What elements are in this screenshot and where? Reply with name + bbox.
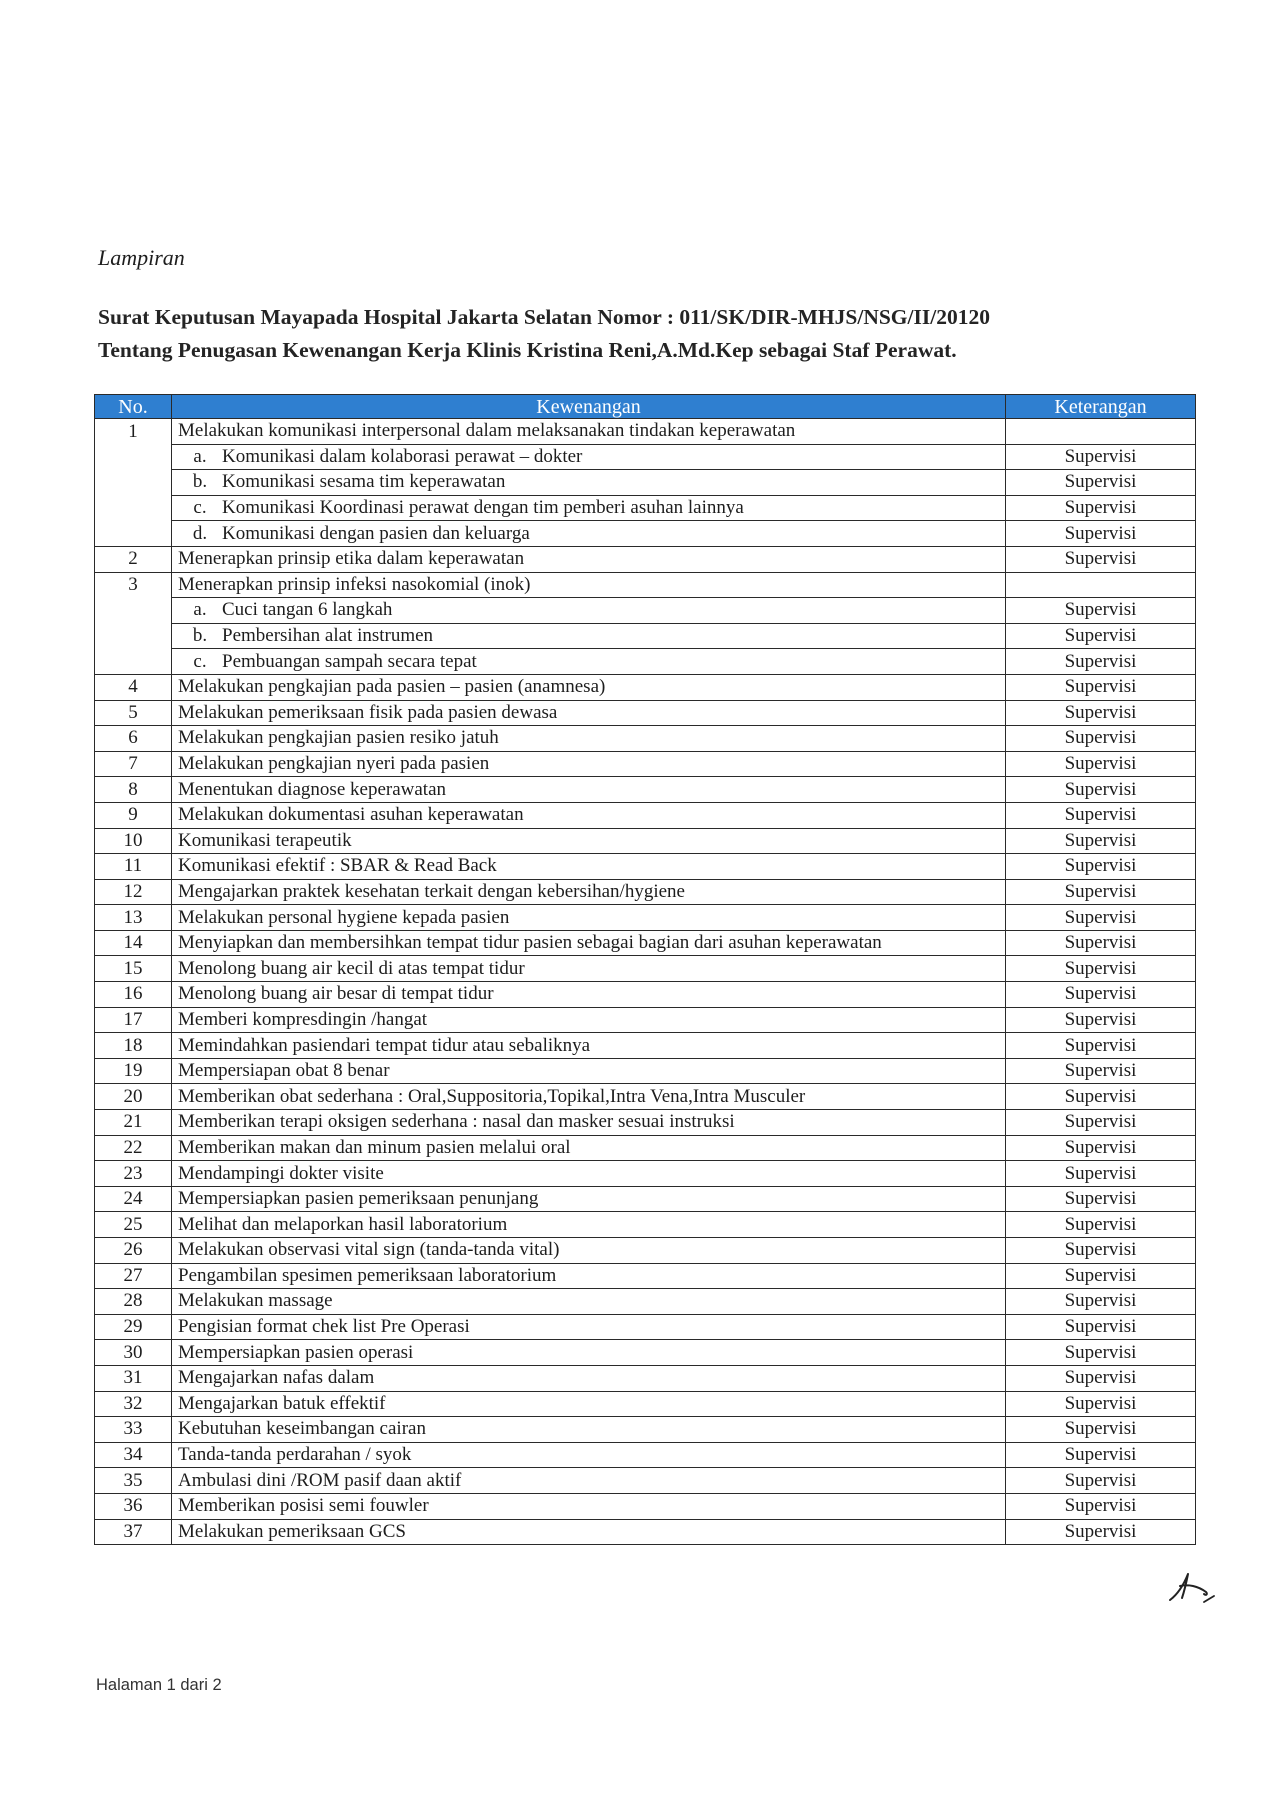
row-number: 5 xyxy=(95,700,172,726)
row-keterangan: Supervisi xyxy=(1006,930,1196,956)
row-kewenangan: Menyiapkan dan membersihkan tempat tidur pasien sebagai bagian dari asuhan keperawatan xyxy=(172,930,1006,956)
table-row xyxy=(95,700,1196,726)
row-keterangan: Supervisi xyxy=(1006,1238,1196,1264)
row-kewenangan: Melakukan dokumentasi asuhan keperawatan xyxy=(172,802,1006,828)
sub-item-letter: c. xyxy=(193,497,207,519)
table-row xyxy=(95,546,1196,572)
table-row xyxy=(95,828,1196,854)
row-keterangan: Supervisi xyxy=(1006,1417,1196,1443)
document-heading xyxy=(98,301,1198,367)
row-kewenangan: Menolong buang air kecil di atas tempat tidur xyxy=(172,956,1006,982)
row-keterangan: Supervisi xyxy=(1006,623,1196,649)
row-keterangan: Supervisi xyxy=(1006,1391,1196,1417)
table-row xyxy=(95,1007,1196,1033)
table-row xyxy=(95,1084,1196,1110)
row-keterangan: Supervisi xyxy=(1006,777,1196,803)
table-header-row xyxy=(95,395,1196,419)
row-kewenangan: Tanda-tanda perdarahan / syok xyxy=(172,1442,1006,1468)
row-keterangan: Supervisi xyxy=(1006,1110,1196,1136)
row-keterangan: Supervisi xyxy=(1006,828,1196,854)
table-row xyxy=(95,674,1196,700)
row-number: 30 xyxy=(95,1340,172,1366)
row-number: 12 xyxy=(95,879,172,905)
sub-item-text: Pembersihan alat instrumen xyxy=(222,625,434,647)
table-row xyxy=(95,726,1196,752)
row-number: 8 xyxy=(95,777,172,803)
row-kewenangan: Memberikan posisi semi fouwler xyxy=(172,1493,1006,1519)
table-row xyxy=(95,1314,1196,1340)
row-number xyxy=(95,495,172,521)
row-kewenangan xyxy=(172,623,1006,649)
table-row xyxy=(95,1391,1196,1417)
row-kewenangan: Mendampingi dokter visite xyxy=(172,1161,1006,1187)
row-kewenangan: Memberikan obat sederhana : Oral,Suppositoria,Topikal,Intra Vena,Intra Musculer xyxy=(172,1084,1006,1110)
row-keterangan: Supervisi xyxy=(1006,700,1196,726)
row-number: 31 xyxy=(95,1365,172,1391)
authority-table xyxy=(94,394,1196,1545)
row-kewenangan: Mempersiapan obat 8 benar xyxy=(172,1058,1006,1084)
table-row xyxy=(95,1519,1196,1545)
row-number: 17 xyxy=(95,1007,172,1033)
row-number: 10 xyxy=(95,828,172,854)
row-number xyxy=(95,598,172,624)
sub-item-text: Komunikasi dalam kolaborasi perawat – dokter xyxy=(222,445,583,467)
sub-item-letter: c. xyxy=(193,650,207,672)
row-keterangan: Supervisi xyxy=(1006,905,1196,931)
row-kewenangan: Ambulasi dini /ROM pasif daan aktif xyxy=(172,1468,1006,1494)
row-keterangan: Supervisi xyxy=(1006,1263,1196,1289)
row-number: 26 xyxy=(95,1238,172,1264)
table-row xyxy=(95,956,1196,982)
table-row xyxy=(95,930,1196,956)
row-kewenangan: Melakukan pemeriksaan GCS xyxy=(172,1519,1006,1545)
table-subrow xyxy=(95,649,1196,675)
table-row xyxy=(95,572,1196,598)
row-kewenangan: Menolong buang air besar di tempat tidur xyxy=(172,982,1006,1008)
table-row xyxy=(95,1238,1196,1264)
table-row xyxy=(95,1212,1196,1238)
row-kewenangan xyxy=(172,598,1006,624)
row-kewenangan: Memberikan makan dan minum pasien melalui oral xyxy=(172,1135,1006,1161)
row-kewenangan: Melakukan observasi vital sign (tanda-tanda vital) xyxy=(172,1238,1006,1264)
row-kewenangan: Memindahkan pasiendari tempat tidur atau sebaliknya xyxy=(172,1033,1006,1059)
table-row xyxy=(95,751,1196,777)
row-kewenangan: Melakukan pemeriksaan fisik pada pasien dewasa xyxy=(172,700,1006,726)
row-number: 20 xyxy=(95,1084,172,1110)
row-number: 1 xyxy=(95,419,172,445)
table-row xyxy=(95,1135,1196,1161)
row-keterangan: Supervisi xyxy=(1006,495,1196,521)
table-subrow xyxy=(95,495,1196,521)
table-row xyxy=(95,1442,1196,1468)
table-row xyxy=(95,1468,1196,1494)
row-number: 2 xyxy=(95,546,172,572)
row-kewenangan: Komunikasi efektif : SBAR & Read Back xyxy=(172,854,1006,880)
row-kewenangan: Menerapkan prinsip etika dalam keperawatan xyxy=(172,546,1006,572)
table-row xyxy=(95,777,1196,803)
row-keterangan: Supervisi xyxy=(1006,1058,1196,1084)
row-number: 19 xyxy=(95,1058,172,1084)
heading-line-2: Tentang Penugasan Kewenangan Kerja Klinis Kristina Reni,A.Md.Kep sebagai Staf Perawat. xyxy=(98,338,957,362)
row-keterangan: Supervisi xyxy=(1006,1186,1196,1212)
row-kewenangan xyxy=(172,470,1006,496)
row-number: 13 xyxy=(95,905,172,931)
table-row xyxy=(95,1340,1196,1366)
row-number: 29 xyxy=(95,1314,172,1340)
row-keterangan: Supervisi xyxy=(1006,1033,1196,1059)
row-keterangan: Supervisi xyxy=(1006,598,1196,624)
row-keterangan: Supervisi xyxy=(1006,1007,1196,1033)
sub-item-letter: b. xyxy=(192,625,208,647)
row-keterangan: Supervisi xyxy=(1006,1289,1196,1315)
row-keterangan: Supervisi xyxy=(1006,470,1196,496)
row-kewenangan: Melakukan massage xyxy=(172,1289,1006,1315)
row-kewenangan: Mengajarkan batuk effektif xyxy=(172,1391,1006,1417)
row-number: 34 xyxy=(95,1442,172,1468)
sub-item-text: Komunikasi sesama tim keperawatan xyxy=(222,471,506,493)
row-kewenangan: Pengisian format chek list Pre Operasi xyxy=(172,1314,1006,1340)
row-kewenangan: Memberikan terapi oksigen sederhana : nasal dan masker sesuai instruksi xyxy=(172,1110,1006,1136)
row-number: 3 xyxy=(95,572,172,598)
row-number xyxy=(95,444,172,470)
table-row xyxy=(95,419,1196,445)
header-kewenangan: Kewenangan xyxy=(172,395,1006,419)
row-number xyxy=(95,470,172,496)
row-keterangan: Supervisi xyxy=(1006,1468,1196,1494)
row-kewenangan: Komunikasi terapeutik xyxy=(172,828,1006,854)
sub-item-text: Komunikasi dengan pasien dan keluarga xyxy=(222,522,530,544)
table-row xyxy=(95,982,1196,1008)
sub-item-letter: a. xyxy=(193,599,207,621)
row-kewenangan: Memberi kompresdingin /hangat xyxy=(172,1007,1006,1033)
table-row xyxy=(95,1417,1196,1443)
row-number xyxy=(95,649,172,675)
table-subrow xyxy=(95,470,1196,496)
table-row xyxy=(95,1058,1196,1084)
row-number: 21 xyxy=(95,1110,172,1136)
header-no: No. xyxy=(95,395,172,419)
row-number: 25 xyxy=(95,1212,172,1238)
row-number: 18 xyxy=(95,1033,172,1059)
row-number: 16 xyxy=(95,982,172,1008)
row-kewenangan xyxy=(172,521,1006,547)
heading-line-1: Surat Keputusan Mayapada Hospital Jakarta Selatan Nomor : 011/SK/DIR-MHJS/NSG/II/20120 xyxy=(98,305,990,329)
row-keterangan: Supervisi xyxy=(1006,546,1196,572)
row-keterangan: Supervisi xyxy=(1006,444,1196,470)
row-keterangan: Supervisi xyxy=(1006,674,1196,700)
sub-item-letter: a. xyxy=(193,445,207,467)
sub-item-text: Cuci tangan 6 langkah xyxy=(222,599,393,621)
page-footer: Halaman 1 dari 2 xyxy=(96,1676,222,1694)
row-kewenangan: Melakukan komunikasi interpersonal dalam melaksanakan tindakan keperawatan xyxy=(172,419,1006,445)
table-row xyxy=(95,1289,1196,1315)
table-row xyxy=(95,879,1196,905)
paraf-icon xyxy=(1166,1568,1218,1608)
row-keterangan: Supervisi xyxy=(1006,1365,1196,1391)
table-body xyxy=(95,419,1196,1545)
row-number: 35 xyxy=(95,1468,172,1494)
table-row xyxy=(95,854,1196,880)
table-row xyxy=(95,1186,1196,1212)
table-subrow xyxy=(95,623,1196,649)
row-keterangan xyxy=(1006,419,1196,445)
row-keterangan: Supervisi xyxy=(1006,1212,1196,1238)
row-kewenangan: Menerapkan prinsip infeksi nasokomial (inok) xyxy=(172,572,1006,598)
row-kewenangan: Pengambilan spesimen pemeriksaan laboratorium xyxy=(172,1263,1006,1289)
row-keterangan: Supervisi xyxy=(1006,726,1196,752)
row-kewenangan: Melakukan personal hygiene kepada pasien xyxy=(172,905,1006,931)
row-number: 33 xyxy=(95,1417,172,1443)
table-row xyxy=(95,1365,1196,1391)
row-keterangan: Supervisi xyxy=(1006,956,1196,982)
table-subrow xyxy=(95,598,1196,624)
row-number xyxy=(95,521,172,547)
row-number: 27 xyxy=(95,1263,172,1289)
row-keterangan: Supervisi xyxy=(1006,1442,1196,1468)
row-keterangan: Supervisi xyxy=(1006,1493,1196,1519)
row-keterangan: Supervisi xyxy=(1006,802,1196,828)
table-row xyxy=(95,905,1196,931)
table-row xyxy=(95,1110,1196,1136)
row-keterangan: Supervisi xyxy=(1006,649,1196,675)
row-number: 32 xyxy=(95,1391,172,1417)
row-kewenangan: Mengajarkan praktek kesehatan terkait dengan kebersihan/hygiene xyxy=(172,879,1006,905)
row-keterangan xyxy=(1006,572,1196,598)
table-subrow xyxy=(95,521,1196,547)
row-number: 28 xyxy=(95,1289,172,1315)
row-kewenangan xyxy=(172,495,1006,521)
row-kewenangan: Melakukan pengkajian pada pasien – pasien (anamnesa) xyxy=(172,674,1006,700)
row-kewenangan: Melihat dan melaporkan hasil laboratorium xyxy=(172,1212,1006,1238)
sub-item-letter: b. xyxy=(192,471,208,493)
sub-item-letter: d. xyxy=(192,522,208,544)
row-number: 15 xyxy=(95,956,172,982)
table-row xyxy=(95,1493,1196,1519)
row-number: 7 xyxy=(95,751,172,777)
row-keterangan: Supervisi xyxy=(1006,1340,1196,1366)
row-number: 4 xyxy=(95,674,172,700)
row-number: 14 xyxy=(95,930,172,956)
row-kewenangan xyxy=(172,649,1006,675)
row-keterangan: Supervisi xyxy=(1006,854,1196,880)
row-number: 6 xyxy=(95,726,172,752)
row-number: 37 xyxy=(95,1519,172,1545)
row-keterangan: Supervisi xyxy=(1006,1084,1196,1110)
row-kewenangan xyxy=(172,444,1006,470)
row-number: 22 xyxy=(95,1135,172,1161)
table-subrow xyxy=(95,444,1196,470)
row-number: 11 xyxy=(95,854,172,880)
row-number: 36 xyxy=(95,1493,172,1519)
sub-item-text: Komunikasi Koordinasi perawat dengan tim pemberi asuhan lainnya xyxy=(222,497,744,519)
header-keterangan: Keterangan xyxy=(1006,395,1196,419)
table-row xyxy=(95,1263,1196,1289)
row-kewenangan: Mengajarkan nafas dalam xyxy=(172,1365,1006,1391)
attachment-label: Lampiran xyxy=(98,245,185,270)
table-row xyxy=(95,1161,1196,1187)
row-number xyxy=(95,623,172,649)
row-keterangan: Supervisi xyxy=(1006,1314,1196,1340)
row-kewenangan: Melakukan pengkajian pasien resiko jatuh xyxy=(172,726,1006,752)
row-number: 24 xyxy=(95,1186,172,1212)
row-keterangan: Supervisi xyxy=(1006,751,1196,777)
row-kewenangan: Mempersiapkan pasien pemeriksaan penunjang xyxy=(172,1186,1006,1212)
row-keterangan: Supervisi xyxy=(1006,982,1196,1008)
row-keterangan: Supervisi xyxy=(1006,1161,1196,1187)
row-number: 9 xyxy=(95,802,172,828)
table-row xyxy=(95,1033,1196,1059)
sub-item-text: Pembuangan sampah secara tepat xyxy=(222,650,477,672)
row-keterangan: Supervisi xyxy=(1006,1519,1196,1545)
row-kewenangan: Kebutuhan keseimbangan cairan xyxy=(172,1417,1006,1443)
row-kewenangan: Melakukan pengkajian nyeri pada pasien xyxy=(172,751,1006,777)
row-kewenangan: Mempersiapkan pasien operasi xyxy=(172,1340,1006,1366)
row-kewenangan: Menentukan diagnose keperawatan xyxy=(172,777,1006,803)
table-row xyxy=(95,802,1196,828)
row-number: 23 xyxy=(95,1161,172,1187)
row-keterangan: Supervisi xyxy=(1006,879,1196,905)
row-keterangan: Supervisi xyxy=(1006,1135,1196,1161)
row-keterangan: Supervisi xyxy=(1006,521,1196,547)
